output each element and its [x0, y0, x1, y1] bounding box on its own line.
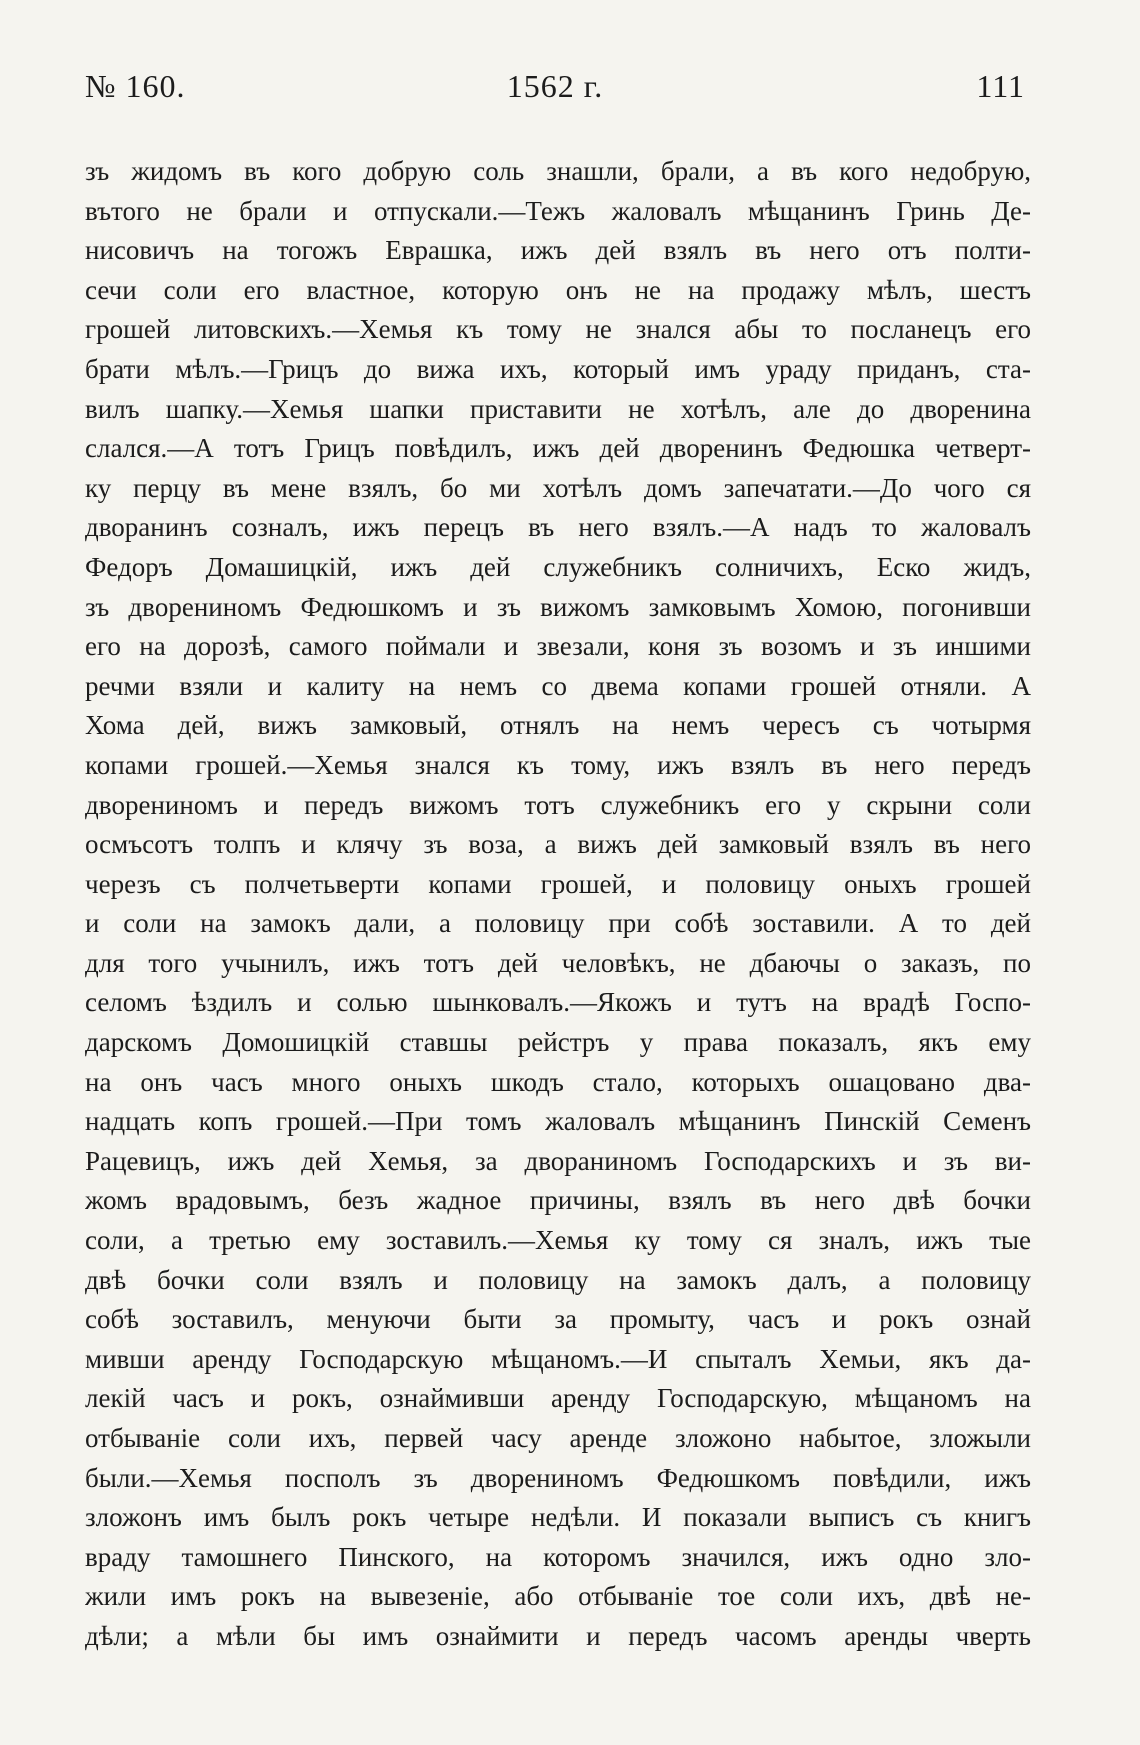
text-line: вилъ шапку.—Хемья шапки приставити не хотѣлъ, але до дворенина	[85, 393, 1031, 424]
text-line: брати мѣлъ.—Грицъ до вижа ихъ, который имъ ураду приданъ, ста-	[85, 353, 1031, 384]
body-text	[85, 152, 1031, 1657]
text-line: отбываніе соли ихъ, первей часу аренде зложоно набытое, зложыли	[85, 1423, 1031, 1453]
text-line: Рацевицъ, ижъ дей Хемья, за дворaниномъ Господарскихъ и зъ ви-	[85, 1145, 1031, 1176]
text-line: нисовичъ на тогожъ Евpaшкa, ижъ дей взялъ въ него отъ полти-	[85, 235, 1031, 266]
text-line: для того учынилъ, ижъ тотъ дей человѣкъ, не дбаючы о заказъ, по	[85, 947, 1031, 978]
page-number: 111	[976, 68, 1025, 104]
text-line: речми взяли и калиту на немъ со двема копами грошей отняли. А	[85, 670, 1031, 701]
text-line: слался.—А тотъ Грицъ повѣдилъ, ижъ дей двopeнинъ Федюшка четверт-	[85, 433, 1031, 464]
text-line: жили имъ рокъ на вывезеніе, або отбываніе тое соли ихъ, двѣ не-	[85, 1581, 1031, 1612]
text-line: лекій часъ и рокъ, ознаймивши аренду Господарскую, мѣщаномъ на	[85, 1383, 1031, 1414]
text-line: были.—Хемья посполъ зъ двopeниномъ Федюшкомъ повѣдили, ижъ	[85, 1462, 1031, 1493]
text-line: черезъ съ полчетьверти копами грошей, и половицу оныхъ грошей	[85, 868, 1031, 899]
text-line: на онъ часъ много оныхъ шкодъ стало, которыхъ ошацовано два-	[85, 1066, 1031, 1097]
text-line: двopeниномъ и передъ вижомъ тотъ служебникъ его у скрыни соли	[85, 789, 1031, 820]
text-line: зъ двopeниномъ Федюшкомъ и зъ вижомъ замковымъ Хомою, погонивши	[85, 591, 1031, 622]
text-line: двѣ бочки соли взялъ и половицу на замокъ далъ, а половицу	[85, 1264, 1031, 1295]
text-line: дарскомъ Домошицкій ставшы рейстръ у права показалъ, якъ ему	[85, 1027, 1031, 1058]
text-line: и соли на замокъ дали, а половицу при собѣ зоставили. А то дей	[85, 908, 1031, 939]
text-line: мивши аренду Господарскую мѣщаномъ.—И спыталъ Хемьи, якъ да-	[85, 1343, 1031, 1374]
text-line: Федоръ Домашицкій, ижъ дей служебникъ солничихъ, Еско жидъ,	[85, 551, 1031, 582]
text-line: копами грошей.—Хемья знался къ тому, ижъ взялъ въ него передъ	[85, 749, 1031, 780]
running-header	[85, 68, 1025, 112]
text-line: собѣ зоставилъ, менуючи быти за промыту, часъ и рокъ ознай	[85, 1304, 1031, 1335]
text-line: грошей литовскихъ.—Хемья къ тому не знался абы то посланецъ его	[85, 314, 1031, 345]
header-year: 1562 г.	[506, 68, 604, 104]
text-line: зложонъ имъ былъ рокъ четыре недѣли. И показали выписъ съ книгъ	[85, 1502, 1031, 1533]
text-line: дворанинъ сознaлъ, ижъ перецъ въ него взялъ.—А надъ то жаловалъ	[85, 512, 1031, 543]
text-line: зъ жидомъ въ кого добрую соль знашли, брали, а въ кого недобрую,	[85, 156, 1031, 186]
text-line: селомъ ѣздилъ и солью шынковалъ.—Якожъ и тутъ на врадѣ Госпо-	[85, 987, 1031, 1018]
text-line: надцать копъ грошей.—При томъ жаловалъ мѣщанинъ Пинскій Семенъ	[85, 1106, 1031, 1137]
text-line: дѣли; а мѣли бы имъ ознаймити и передъ часомъ аренды чверть	[85, 1620, 1031, 1651]
text-line: сечи соли его властное, которую онъ не на продажу мѣлъ, шестъ	[85, 274, 1031, 305]
document-number: № 160.	[85, 68, 186, 104]
text-line: жомъ врадовымъ, безъ жадное причины, взялъ въ него двѣ бочки	[85, 1185, 1031, 1216]
text-line: соли, а третью ему зоставилъ.—Хемья ку тому ся зналъ, ижъ тые	[85, 1225, 1031, 1256]
text-line: враду тамошнего Пинского, на которомъ значился, ижъ одно зло-	[85, 1541, 1031, 1572]
text-line: вътого не брали и отпускали.—Тежъ жаловалъ мѣщанинъ Гринь Де-	[85, 195, 1031, 226]
text-line: ку перцу въ мене взялъ, бо ми хотѣлъ домъ запечатати.—До чого ся	[85, 472, 1031, 503]
text-line: осмъсотъ толпъ и клячу зъ воза, а вижъ дей замковый взялъ въ него	[85, 829, 1031, 860]
text-line: Хома дей, вижъ замковый, отнялъ на немъ чересъ съ чотырмя	[85, 710, 1031, 741]
text-line: его на дорозѣ, самого поймали и звезали, коня зъ возомъ и зъ иншими	[85, 631, 1031, 662]
